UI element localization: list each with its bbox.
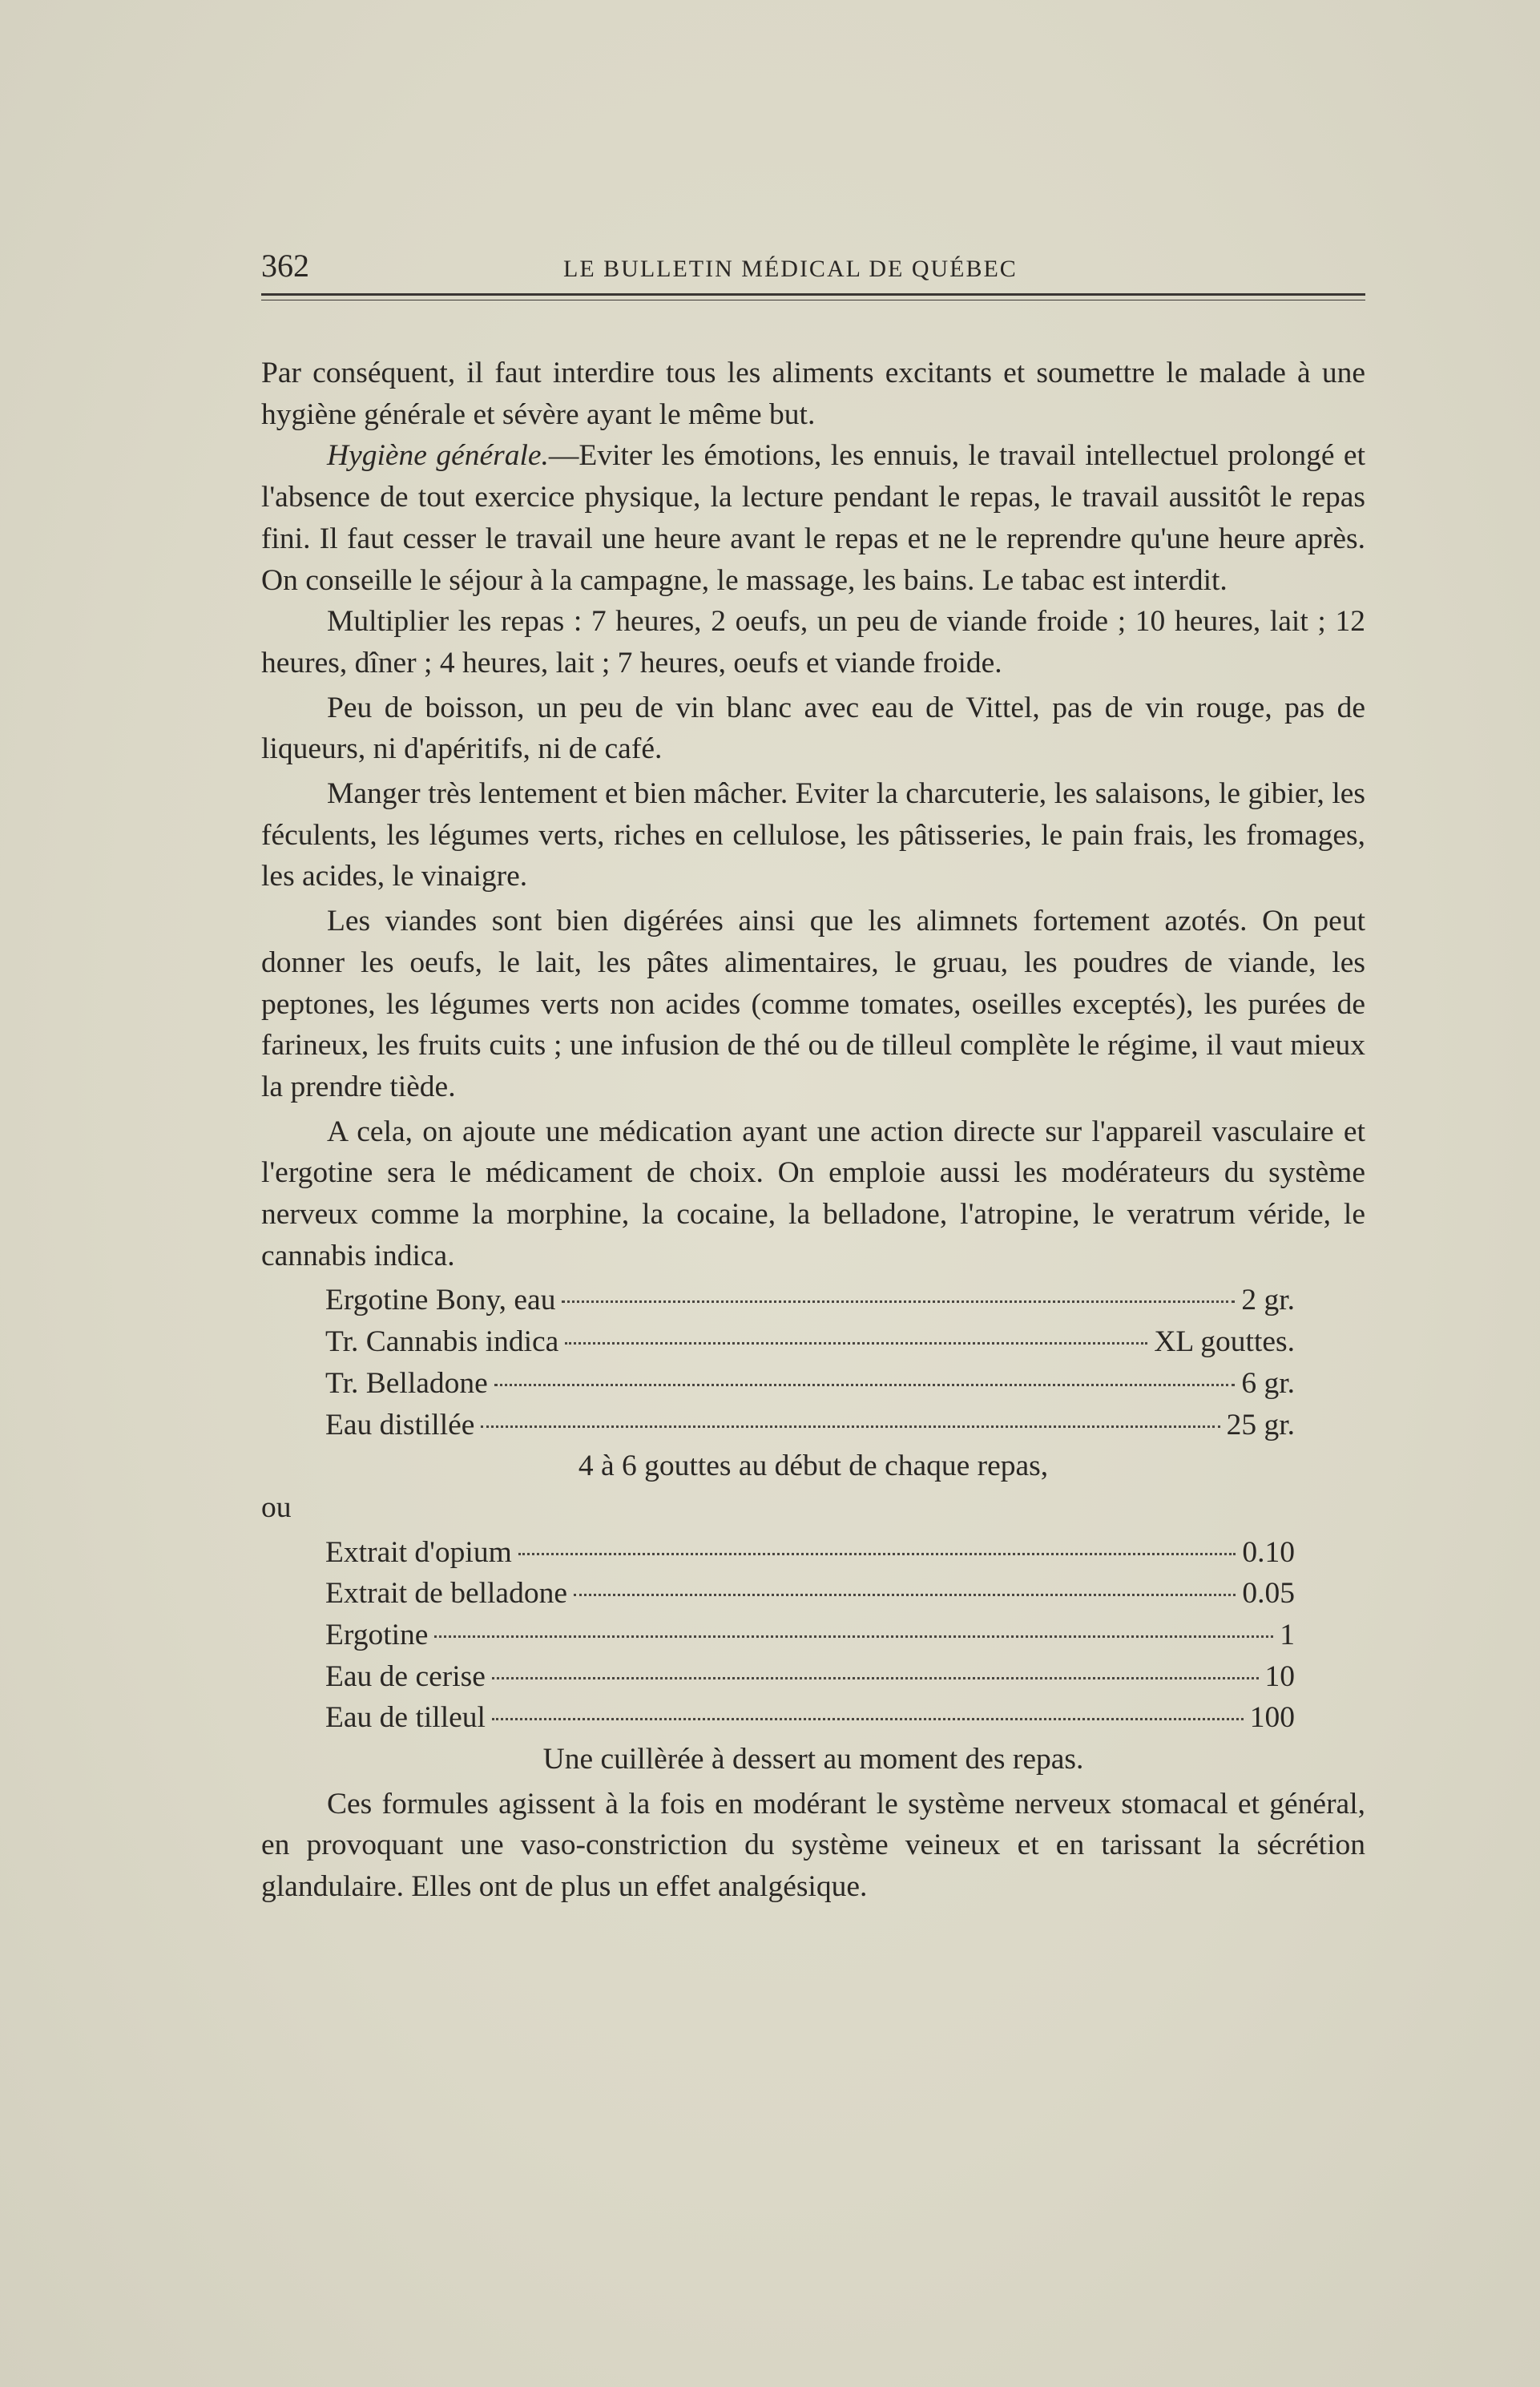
recipe-item-value: 6 gr. <box>1241 1366 1295 1400</box>
dot-leader <box>481 1425 1220 1428</box>
paragraph-8: Ces formules agissent à la fois en modérant le système nerveux stomacal et général, en provoquant une vaso-constriction du système veineux et en tarissant la sécrétion glandulaire. Elles ont de plus un effet analgésique. <box>261 1787 1365 1904</box>
recipe-item-label: Tr. Belladone <box>325 1366 488 1400</box>
recipe-1-row <box>325 1321 1295 1363</box>
paragraph-2-text: —Eviter les émotions, les ennuis, le travail intellectuel prolongé et l'absence de tout exercice physique, la lecture pendant le repas, le travail aussitôt le repas fini. Il faut cesser le travail une heure avant le repas et ne le reprendre qu'une heure après. On conseille le séjour à la campagne, le massage, les bains. Le tabac est interdit. <box>261 439 1365 597</box>
dot-leader <box>518 1553 1236 1555</box>
recipe-item-value: 0.10 <box>1242 1535 1295 1569</box>
separator-ou: ou <box>261 1490 292 1524</box>
recipe-1-row <box>325 1405 1295 1446</box>
paragraph-2-lead: Hygiène générale. <box>327 439 549 473</box>
running-title: LE BULLETIN MÉDICAL DE QUÉBEC <box>563 256 1018 282</box>
recipe-1-row <box>325 1280 1295 1321</box>
article-body <box>261 353 1365 1908</box>
recipe-2-instruction: Une cuillèrée à dessert au moment des repas. <box>542 1743 1084 1776</box>
paragraph-2 <box>261 435 1365 601</box>
page-number: 362 <box>261 248 309 284</box>
recipe-item-value: XL gouttes. <box>1154 1325 1295 1359</box>
dot-leader <box>434 1635 1273 1638</box>
recipe-item-label: Eau distillée <box>325 1408 475 1441</box>
recipe-item-label: Eau de cerise <box>325 1659 486 1693</box>
recipe-item-label: Ergotine <box>325 1619 429 1651</box>
dot-leader <box>492 1718 1244 1720</box>
header-rule-thick <box>261 293 1365 296</box>
recipe-2-row <box>325 1656 1295 1698</box>
dot-leader <box>565 1342 1147 1345</box>
recipe-item-value: 100 <box>1249 1701 1295 1735</box>
dot-leader <box>492 1677 1259 1679</box>
recipe-item-value: 10 <box>1264 1659 1295 1693</box>
recipe-item-label: Ergotine Bony, eau <box>325 1284 556 1317</box>
recipe-2-row <box>325 1615 1295 1656</box>
recipe-item-value: 1 <box>1280 1619 1295 1651</box>
recipe-item-label: Extrait d'opium <box>325 1535 512 1569</box>
recipe-item-value: 2 gr. <box>1241 1284 1295 1317</box>
recipe-2 <box>325 1532 1295 1739</box>
paragraph-5: Manger très lentement et bien mâcher. Eviter la charcuterie, les salaisons, le gibier, les féculents, les légumes verts, riches en cellulose, les pâtisseries, le pain frais, les fromages, les acides, le vinaigre. <box>261 777 1365 893</box>
recipe-item-label: Tr. Cannabis indica <box>325 1325 559 1359</box>
paragraph-3: Multiplier les repas : 7 heures, 2 oeufs, un peu de viande froide ; 10 heures, lait ; 12 heures, dîner ; 4 heures, lait ; 7 heures, oeufs et viande froide. <box>261 605 1365 679</box>
page-header <box>261 250 1365 282</box>
recipe-item-value: 0.05 <box>1242 1577 1295 1611</box>
recipe-2-row <box>325 1697 1295 1739</box>
paragraph-1: Par conséquent, il faut interdire tous les aliments excitants et soumettre le malade à une hygiène générale et sévère ayant le même but. <box>261 357 1365 431</box>
dot-leader <box>574 1594 1236 1596</box>
recipe-1-row <box>325 1363 1295 1405</box>
paragraph-6: Les viandes sont bien digérées ainsi que les alimnets fortement azotés. On peut donner les oeufs, le lait, les pâtes alimentaires, le gruau, les poudres de viande, les peptones, les légumes verts non acides (comme tomates, oseilles exceptés), les purées de farineux, les fruits cuits ; une infusion de thé ou de tilleul complète le régime, il vaut mieux la prendre tiède. <box>261 905 1365 1103</box>
recipe-item-label: Extrait de belladone <box>325 1577 567 1611</box>
recipe-1-instruction: 4 à 6 gouttes au début de chaque repas, <box>578 1450 1049 1483</box>
dot-leader <box>562 1300 1235 1303</box>
recipe-2-row <box>325 1532 1295 1574</box>
paragraph-7: A cela, on ajoute une médication ayant une action directe sur l'appareil vasculaire et l'ergotine sera le médicament de choix. On emploie aussi les modérateurs du système nerveux comme la morphine, la cocaine, la belladone, l'atropine, le veratrum véride, le cannabis indica. <box>261 1115 1365 1272</box>
recipe-item-label: Eau de tilleul <box>325 1701 486 1735</box>
paragraph-4: Peu de boisson, un peu de vin blanc avec eau de Vittel, pas de vin rouge, pas de liqueurs, ni d'apéritifs, ni de café. <box>261 691 1365 766</box>
recipe-2-row <box>325 1573 1295 1615</box>
dot-leader <box>494 1384 1236 1386</box>
recipe-item-value: 25 gr. <box>1226 1408 1295 1441</box>
recipe-1 <box>325 1280 1295 1446</box>
